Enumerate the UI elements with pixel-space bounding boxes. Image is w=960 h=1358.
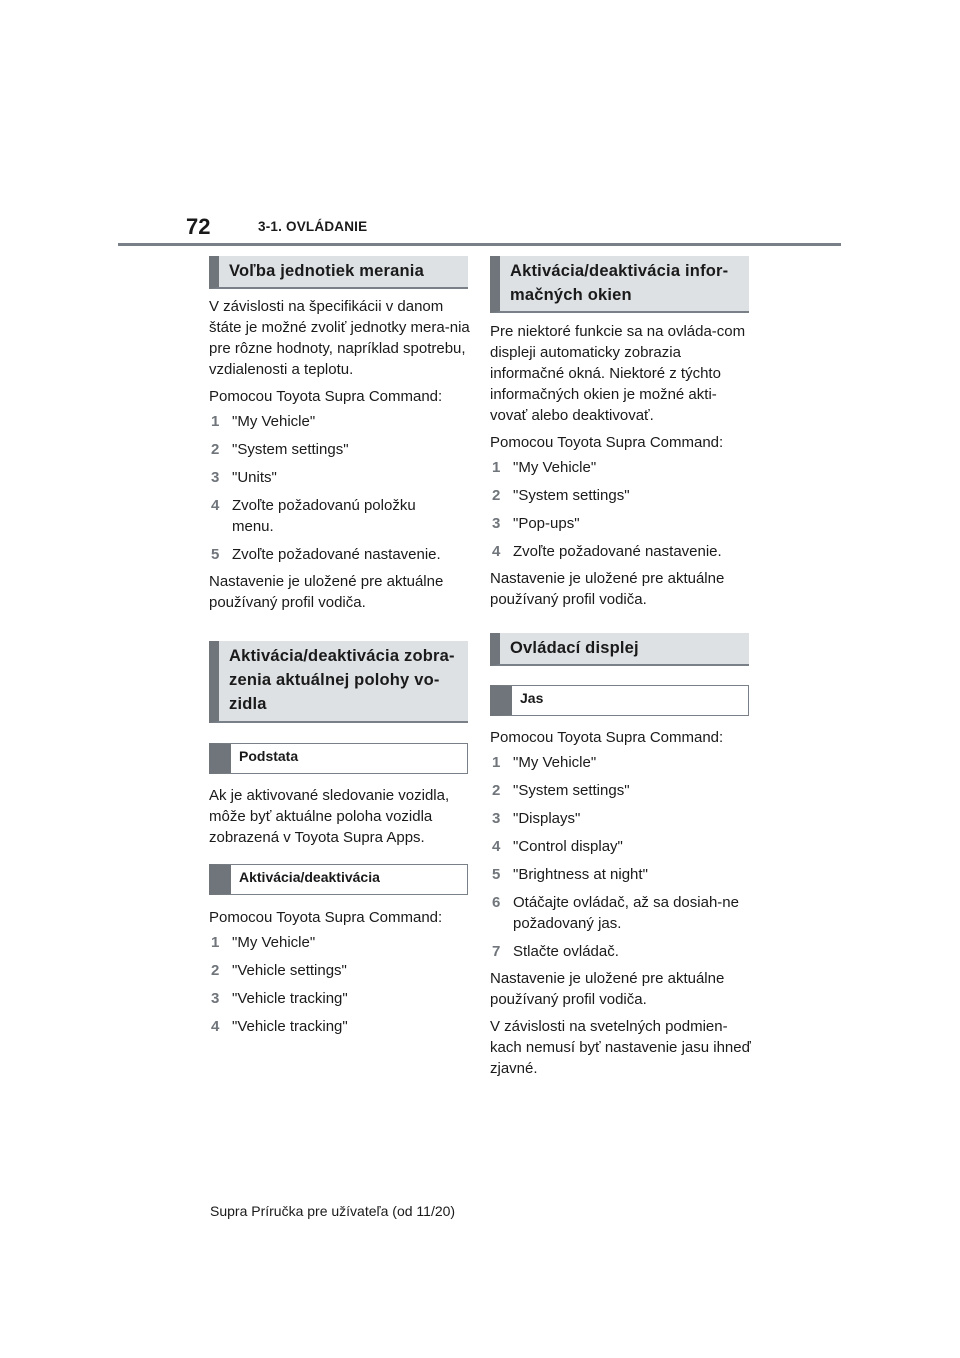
section-heading-popups: Aktivácia/deaktivácia infor-mačných okien xyxy=(490,256,749,313)
tracking-steps xyxy=(209,932,468,1037)
list-item: 4 "Control display" xyxy=(492,838,623,855)
display-note-2: V závislosti na svetelných podmien-kach nemusí byť nastavenie jasu ihneď zjavné. xyxy=(490,1018,751,1077)
list-item: 4 Zvoľte požadované nastavenie. xyxy=(492,543,722,560)
list-item: 1 "My Vehicle" xyxy=(492,459,597,476)
units-intro: V závislosti na špecifikácii v danom štáte je možné zvoliť jednotky mera-nia pre rôzne hodnoty, napríklad spotrebu, vzdialenosti a teplotu. xyxy=(209,298,470,378)
section-heading-display: Ovládací displej xyxy=(490,633,749,666)
list-item: 1 "My Vehicle" xyxy=(211,934,316,951)
popups-steps xyxy=(490,457,749,562)
subheading-jas: Jas xyxy=(490,685,749,716)
list-item: 1 "My Vehicle" xyxy=(211,413,316,430)
section-heading-tracking: Aktivácia/deaktivácia zobra-zenia aktuálnej polohy vo-zidla xyxy=(209,641,468,723)
tracking-body: Ak je aktivované sledovanie vozidla, môže byť aktuálne poloha vozidla zobrazená v Toyota Supra Apps. xyxy=(209,787,450,846)
list-item: 2 "System settings" xyxy=(492,487,630,504)
subheading-activation: Aktivácia/deaktivácia xyxy=(209,864,468,895)
display-via: Pomocou Toyota Supra Command: xyxy=(490,729,724,746)
display-note: Nastavenie je uložené pre aktuálne používaný profil vodiča. xyxy=(490,970,725,1008)
list-item: 2 "System settings" xyxy=(211,441,349,458)
popups-intro: Pre niektoré funkcie sa na ovláda-com displeji automaticky zobrazia informačné okná. Niektoré z týchto informačných okien je možné akti-vovať alebo deaktivovať. xyxy=(490,323,746,424)
subheading-podstata: Podstata xyxy=(209,743,468,774)
popups-via: Pomocou Toyota Supra Command: xyxy=(490,434,724,451)
list-item: 4 "Vehicle tracking" xyxy=(211,1018,348,1035)
list-item: 3 "Units" xyxy=(211,469,277,486)
list-item: 5 Zvoľte požadované nastavenie. xyxy=(211,546,441,563)
list-item: 6 Otáčajte ovládač, až sa dosiah-ne požadovaný jas. xyxy=(492,894,739,932)
list-item: 3 "Pop-ups" xyxy=(492,515,580,532)
right-column xyxy=(490,256,749,1079)
chapter-title: 3-1. OVLÁDANIE xyxy=(258,219,368,234)
section-heading-units: Voľba jednotiek merania xyxy=(209,256,468,289)
units-via: Pomocou Toyota Supra Command: xyxy=(209,388,443,405)
units-note: Nastavenie je uložené pre aktuálne používaný profil vodiča. xyxy=(209,573,444,611)
page-number: 72 xyxy=(186,214,211,239)
popups-note: Nastavenie je uložené pre aktuálne používaný profil vodiča. xyxy=(490,570,725,608)
left-column xyxy=(209,256,468,1037)
list-item: 3 "Vehicle tracking" xyxy=(211,990,348,1007)
tracking-via: Pomocou Toyota Supra Command: xyxy=(209,909,443,926)
header-rule xyxy=(118,243,841,246)
list-item: 2 "System settings" xyxy=(492,782,630,799)
list-item: 5 "Brightness at night" xyxy=(492,866,648,883)
list-item: 4 Zvoľte požadovanú položku menu. xyxy=(211,497,416,535)
list-item: 2 "Vehicle settings" xyxy=(211,962,347,979)
display-steps xyxy=(490,752,749,962)
list-item: 1 "My Vehicle" xyxy=(492,754,597,771)
list-item: 3 "Displays" xyxy=(492,810,581,827)
list-item: 7 Stlačte ovládač. xyxy=(492,943,619,960)
footer-text: Supra Príručka pre užívateľa (od 11/20) xyxy=(210,1203,456,1219)
units-steps xyxy=(209,411,468,565)
